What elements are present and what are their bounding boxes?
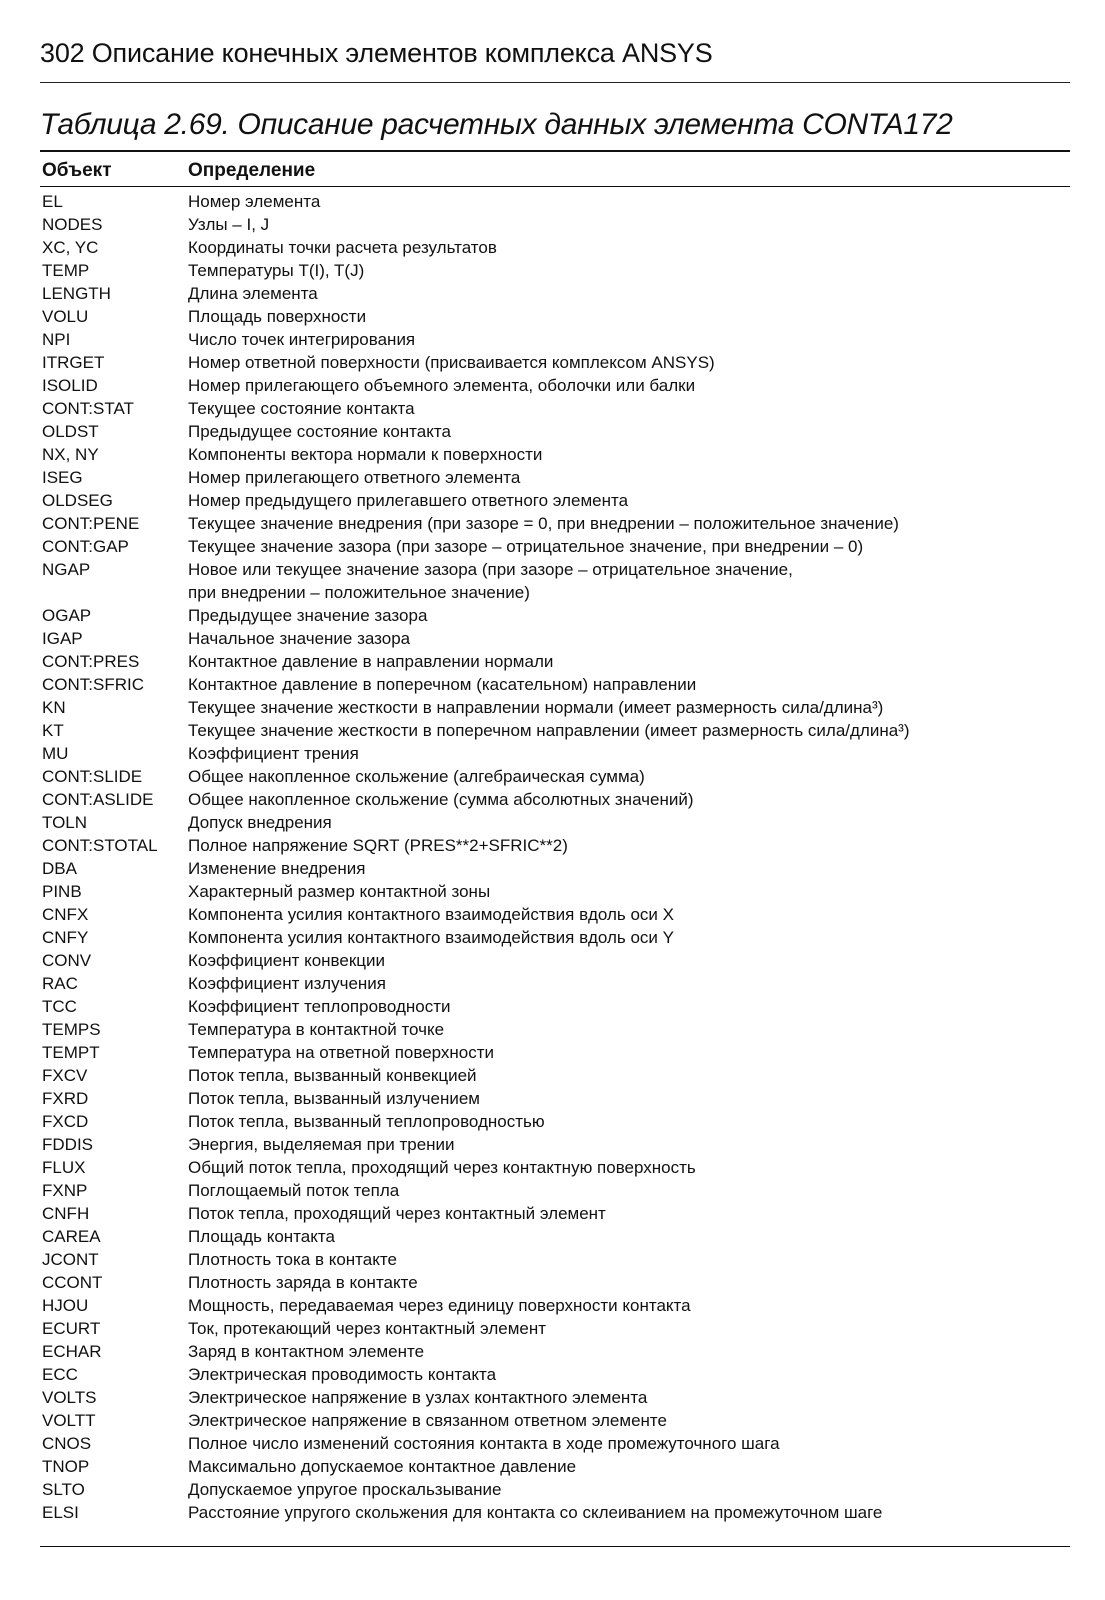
definition-line: при внедрении – положительное значение) (188, 583, 530, 602)
definition-line: Площадь поверхности (188, 307, 367, 326)
definition-line: Координаты точки расчета результатов (188, 238, 497, 257)
object-cell: PINB (42, 882, 82, 901)
object-cell: LENGTH (42, 284, 111, 303)
table-row (42, 512, 1072, 535)
table-row (42, 696, 1072, 719)
definition-cell (188, 1386, 1072, 1409)
definition-line: Поток тепла, проходящий через контактный элемент (188, 1204, 606, 1223)
table-row (42, 1225, 1072, 1248)
table-top-rule (40, 150, 1070, 152)
definition-line: Допускаемое упругое проскальзывание (188, 1480, 502, 1499)
definition-cell (188, 328, 1072, 351)
definition-line: Полное напряжение SQRT (PRES**2+SFRIC**2) (188, 836, 568, 855)
table-row (42, 1340, 1072, 1363)
object-cell: CONT:GAP (42, 537, 129, 556)
definition-line: Текущее значение жесткости в поперечном направлении (имеет размерность сила/длина³) (188, 721, 910, 740)
table-row (42, 673, 1072, 696)
definition-line: Контактное давление в направлении нормали (188, 652, 554, 671)
object-cell: DBA (42, 859, 77, 878)
definition-cell (188, 1248, 1072, 1271)
definition-cell (188, 558, 1072, 604)
object-cell: MU (42, 744, 69, 763)
definition-cell (188, 604, 1072, 627)
table-row (42, 742, 1072, 765)
definition-cell (188, 397, 1072, 420)
object-cell: XC, YC (42, 238, 99, 257)
definition-cell (188, 1225, 1072, 1248)
object-cell: CNFH (42, 1204, 90, 1223)
column-header-object: Объект (42, 160, 112, 181)
definition-line: Поток тепла, вызванный теплопроводностью (188, 1112, 545, 1131)
definition-cell (188, 926, 1072, 949)
definition-line: Электрическая проводимость контакта (188, 1365, 497, 1384)
definition-line: Площадь контакта (188, 1227, 335, 1246)
definition-line: Энергия, выделяемая при трении (188, 1135, 455, 1154)
definition-cell (188, 673, 1072, 696)
object-cell: CAREA (42, 1227, 101, 1246)
object-cell: CNFY (42, 928, 89, 947)
table-row (42, 1317, 1072, 1340)
definition-cell (188, 213, 1072, 236)
object-cell: FXCV (42, 1066, 88, 1085)
definition-line: Электрическое напряжение в связанном ответном элементе (188, 1411, 667, 1430)
definition-cell (188, 236, 1072, 259)
definition-cell (188, 259, 1072, 282)
definition-line: Характерный размер контактной зоны (188, 882, 491, 901)
object-cell: TOLN (42, 813, 88, 832)
definition-cell (188, 420, 1072, 443)
table-row (42, 1455, 1072, 1478)
definition-cell (188, 995, 1072, 1018)
object-cell: CONT:ASLIDE (42, 790, 154, 809)
definition-cell (188, 1432, 1072, 1455)
definition-cell (188, 282, 1072, 305)
definition-line: Текущее состояние контакта (188, 399, 415, 418)
definition-line: Длина элемента (188, 284, 318, 303)
object-cell: SLTO (42, 1480, 85, 1499)
definition-line: Коэффициент излучения (188, 974, 387, 993)
definition-cell (188, 949, 1072, 972)
table-header-rule (40, 186, 1070, 187)
table-row (42, 1271, 1072, 1294)
table-row (42, 489, 1072, 512)
definition-cell (188, 512, 1072, 535)
definition-line: Текущее значение внедрения (при зазоре = 0, при внедрении – положительное значение) (188, 514, 899, 533)
table-row (42, 535, 1072, 558)
definition-cell (188, 1317, 1072, 1340)
table-row (42, 1501, 1072, 1524)
object-cell: CCONT (42, 1273, 103, 1292)
definition-cell (188, 880, 1072, 903)
definition-line: Номер прилегающего объемного элемента, оболочки или балки (188, 376, 696, 395)
definition-line: Предыдущее значение зазора (188, 606, 428, 625)
object-cell: TNOP (42, 1457, 90, 1476)
table-row (42, 604, 1072, 627)
definition-cell (188, 1271, 1072, 1294)
definition-line: Коэффициент трения (188, 744, 359, 763)
table-row (42, 1064, 1072, 1087)
definition-line: Полное число изменений состояния контакта в ходе промежуточного шага (188, 1434, 780, 1453)
definition-cell (188, 351, 1072, 374)
definition-cell (188, 788, 1072, 811)
object-cell: NGAP (42, 560, 91, 579)
object-cell: JCONT (42, 1250, 99, 1269)
definition-line: Текущее значение зазора (при зазоре – отрицательное значение, при внедрении – 0) (188, 537, 864, 556)
object-cell: NODES (42, 215, 103, 234)
definition-line: Коэффициент конвекции (188, 951, 386, 970)
object-cell: FXCD (42, 1112, 89, 1131)
object-cell: FLUX (42, 1158, 86, 1177)
table-bottom-rule (40, 1546, 1070, 1547)
definition-line: Температура в контактной точке (188, 1020, 445, 1039)
definition-cell (188, 1363, 1072, 1386)
table-row (42, 305, 1072, 328)
table-row (42, 1386, 1072, 1409)
header-divider (40, 82, 1070, 83)
definition-cell (188, 627, 1072, 650)
table-row (42, 719, 1072, 742)
definition-cell (188, 696, 1072, 719)
table-row (42, 1133, 1072, 1156)
object-cell: HJOU (42, 1296, 89, 1315)
definition-line: Контактное давление в поперечном (касательном) направлении (188, 675, 697, 694)
object-cell: IGAP (42, 629, 83, 648)
definition-cell (188, 765, 1072, 788)
object-cell: RAC (42, 974, 78, 993)
object-cell: ISEG (42, 468, 83, 487)
definition-line: Поток тепла, вызванный конвекцией (188, 1066, 477, 1085)
object-cell: TEMPS (42, 1020, 101, 1039)
table-row (42, 190, 1072, 213)
definition-line: Номер ответной поверхности (присваивается комплексом ANSYS) (188, 353, 715, 372)
table-row (42, 1110, 1072, 1133)
definition-line: Плотность заряда в контакте (188, 1273, 418, 1292)
table-row (42, 1018, 1072, 1041)
definition-line: Поток тепла, вызванный излучением (188, 1089, 480, 1108)
definition-cell (188, 1064, 1072, 1087)
table-row (42, 1432, 1072, 1455)
object-cell: CONT:STOTAL (42, 836, 158, 855)
object-cell: FXNP (42, 1181, 88, 1200)
definition-cell (188, 719, 1072, 742)
definition-cell (188, 374, 1072, 397)
definition-line: Поглощаемый поток тепла (188, 1181, 400, 1200)
table-row (42, 857, 1072, 880)
definition-cell (188, 466, 1072, 489)
table-row (42, 1478, 1072, 1501)
table-row (42, 650, 1072, 673)
page-header: 302 Описание конечных элементов комплекса ANSYS (40, 38, 713, 68)
object-cell: CONT:PRES (42, 652, 140, 671)
definition-cell (188, 834, 1072, 857)
definition-line: Текущее значение жесткости в направлении нормали (имеет размерность сила/длина³) (188, 698, 884, 717)
table-row (42, 995, 1072, 1018)
definition-line: Компонента усилия контактного взаимодействия вдоль оси Y (188, 928, 674, 947)
table-row (42, 213, 1072, 236)
definition-cell (188, 1156, 1072, 1179)
definition-line: Общее накопленное скольжение (сумма абсолютных значений) (188, 790, 694, 809)
object-cell: CONT:SLIDE (42, 767, 143, 786)
definition-cell (188, 811, 1072, 834)
table-row (42, 788, 1072, 811)
table-row (42, 443, 1072, 466)
object-cell: ECC (42, 1365, 78, 1384)
definition-line: Число точек интегрирования (188, 330, 416, 349)
object-cell: VOLTT (42, 1411, 96, 1430)
table-row (42, 811, 1072, 834)
definition-line: Номер предыдущего прилегавшего ответного элемента (188, 491, 629, 510)
definition-line: Ток, протекающий через контактный элемент (188, 1319, 547, 1338)
definition-line: Узлы – I, J (188, 215, 270, 234)
object-cell: VOLTS (42, 1388, 97, 1407)
definition-cell (188, 1501, 1072, 1524)
definition-line: Допуск внедрения (188, 813, 332, 832)
definition-line: Расстояние упругого скольжения для контакта со склеиванием на промежуточном шаге (188, 1503, 883, 1522)
object-cell: TEMP (42, 261, 90, 280)
object-cell: CONT:STAT (42, 399, 134, 418)
object-cell: ECURT (42, 1319, 101, 1338)
definition-cell (188, 1478, 1072, 1501)
object-cell: OLDSEG (42, 491, 113, 510)
definition-cell (188, 1133, 1072, 1156)
definition-line: Общее накопленное скольжение (алгебраическая сумма) (188, 767, 645, 786)
definition-cell (188, 489, 1072, 512)
table-row (42, 374, 1072, 397)
table-row (42, 1156, 1072, 1179)
definition-line: Заряд в контактном элементе (188, 1342, 425, 1361)
definition-line: Мощность, передаваемая через единицу поверхности контакта (188, 1296, 691, 1315)
table-row (42, 1294, 1072, 1317)
table-row (42, 558, 1072, 604)
table-row (42, 420, 1072, 443)
definition-cell (188, 305, 1072, 328)
object-cell: CNFX (42, 905, 89, 924)
object-cell: FXRD (42, 1089, 89, 1108)
definition-cell (188, 1041, 1072, 1064)
object-cell: OLDST (42, 422, 99, 441)
table-row (42, 765, 1072, 788)
definition-line: Начальное значение зазора (188, 629, 411, 648)
definition-line: Общий поток тепла, проходящий через контактную поверхность (188, 1158, 696, 1177)
table-row (42, 1202, 1072, 1225)
table-title: Таблица 2.69. Описание расчетных данных элемента CONTA172 (40, 108, 953, 141)
definition-line: Номер прилегающего ответного элемента (188, 468, 521, 487)
table-row (42, 880, 1072, 903)
object-cell: CONV (42, 951, 92, 970)
table-row (42, 903, 1072, 926)
definition-cell (188, 1409, 1072, 1432)
object-cell: NX, NY (42, 445, 99, 464)
table-row (42, 351, 1072, 374)
definition-line: Компоненты вектора нормали к поверхности (188, 445, 543, 464)
object-cell: CNOS (42, 1434, 92, 1453)
table-row (42, 627, 1072, 650)
object-cell: TEMPT (42, 1043, 100, 1062)
definition-cell (188, 1087, 1072, 1110)
table-row (42, 466, 1072, 489)
table-body (42, 190, 1072, 1524)
table-row (42, 1087, 1072, 1110)
column-header-definition: Определение (188, 160, 316, 181)
table-row (42, 1041, 1072, 1064)
object-cell: KN (42, 698, 66, 717)
definition-cell (188, 742, 1072, 765)
table-row (42, 1409, 1072, 1432)
object-cell: NPI (42, 330, 71, 349)
definition-line: Электрическое напряжение в узлах контактного элемента (188, 1388, 648, 1407)
definition-line: Температуры T(I), T(J) (188, 261, 365, 280)
definition-line: Предыдущее состояние контакта (188, 422, 451, 441)
object-cell: CONT:SFRIC (42, 675, 144, 694)
object-cell: ECHAR (42, 1342, 102, 1361)
object-cell: FDDIS (42, 1135, 93, 1154)
definition-cell (188, 535, 1072, 558)
table-row (42, 972, 1072, 995)
object-cell: VOLU (42, 307, 89, 326)
table-row (42, 328, 1072, 351)
definition-cell (188, 1340, 1072, 1363)
table-row (42, 949, 1072, 972)
object-cell: ISOLID (42, 376, 98, 395)
table-row (42, 259, 1072, 282)
definition-cell (188, 1294, 1072, 1317)
table-row (42, 834, 1072, 857)
definition-line: Новое или текущее значение зазора (при зазоре – отрицательное значение, (188, 560, 793, 579)
definition-cell (188, 1018, 1072, 1041)
table-row (42, 282, 1072, 305)
table-row (42, 926, 1072, 949)
object-cell: CONT:PENE (42, 514, 140, 533)
definition-cell (188, 1110, 1072, 1133)
object-cell: KT (42, 721, 64, 740)
definition-line: Номер элемента (188, 192, 321, 211)
table-row (42, 1363, 1072, 1386)
definition-line: Изменение внедрения (188, 859, 366, 878)
definition-cell (188, 972, 1072, 995)
definition-line: Температура на ответной поверхности (188, 1043, 495, 1062)
table-row (42, 397, 1072, 420)
object-cell: OGAP (42, 606, 92, 625)
table-row (42, 1179, 1072, 1202)
definition-cell (188, 1179, 1072, 1202)
object-cell: EL (42, 192, 63, 211)
definition-cell (188, 443, 1072, 466)
table-row (42, 1248, 1072, 1271)
definition-cell (188, 903, 1072, 926)
definition-cell (188, 650, 1072, 673)
definition-cell (188, 857, 1072, 880)
definition-cell (188, 190, 1072, 213)
table-row (42, 236, 1072, 259)
definition-cell (188, 1202, 1072, 1225)
object-cell: TCC (42, 997, 77, 1016)
object-cell: ITRGET (42, 353, 105, 372)
definition-line: Коэффициент теплопроводности (188, 997, 451, 1016)
definition-line: Максимально допускаемое контактное давление (188, 1457, 577, 1476)
object-cell: ELSI (42, 1503, 79, 1522)
definition-cell (188, 1455, 1072, 1478)
definition-line: Плотность тока в контакте (188, 1250, 397, 1269)
definition-line: Компонента усилия контактного взаимодействия вдоль оси X (188, 905, 674, 924)
